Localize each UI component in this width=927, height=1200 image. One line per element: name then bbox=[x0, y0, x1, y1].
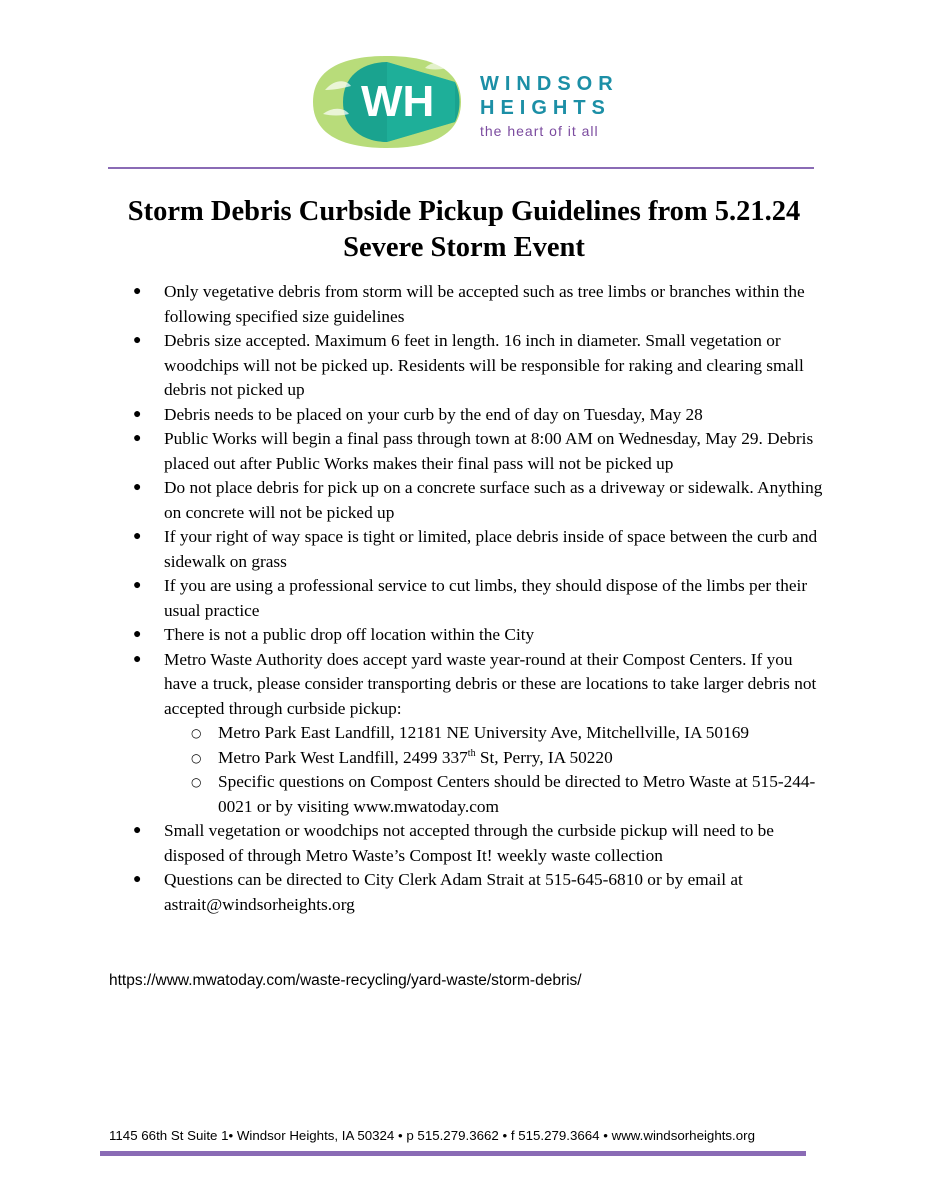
bullet-icon: ● bbox=[133, 406, 142, 422]
sub-list-item: ○ Specific questions on Compost Centers should be directed to Metro Waste at 515-244-0021 or by visiting www.mwatoday.com bbox=[191, 772, 816, 816]
bullet-icon: ● bbox=[133, 431, 142, 446]
bullet-icon: ● bbox=[133, 627, 142, 642]
list-item: ● Public Works will begin a final pass through town at 8:00 AM on Wednesday, May 29. Debris placed out after Public Works makes their final pass will not be picked up bbox=[133, 429, 814, 473]
bullet-icon: ● bbox=[133, 529, 142, 544]
logo-heights-text: HEIGHTS bbox=[480, 97, 611, 119]
bullet-icon: ● bbox=[133, 823, 142, 838]
footer-divider bbox=[100, 1151, 806, 1156]
list-item: ● If your right of way space is tight or limited, place debris inside of space between the curb and sidewalk on grass bbox=[133, 527, 818, 571]
bullet-icon: ● bbox=[133, 578, 142, 593]
guidelines-list bbox=[0, 280, 927, 917]
list-item: ● Small vegetation or woodchips not accepted through the curbside pickup will need to be disposed of through Metro Waste’s Compost It! weekly waste collection bbox=[133, 821, 774, 865]
bullet-icon: ● bbox=[133, 333, 142, 348]
sub-list-item: ○ Metro Park West Landfill, 2499 337th St, Perry, IA 50220 bbox=[0, 746, 927, 771]
list-item: ● Debris needs to be placed on your curb by the end of day on Tuesday, May 28 bbox=[0, 403, 927, 428]
list-item: ● If you are using a professional service to cut limbs, they should dispose of the limbs per their usual practice bbox=[133, 576, 808, 620]
list-item: ● There is not a public drop off location within the City bbox=[0, 623, 927, 648]
bullet-icon: ● bbox=[133, 872, 142, 887]
logo-tagline: the heart of it all bbox=[480, 123, 599, 139]
circle-bullet-icon: ○ bbox=[191, 726, 202, 740]
list-item: ● Questions can be directed to City Clerk Adam Strait at 515-645-6810 or by email at astrait@windsorheights.org bbox=[133, 870, 743, 914]
list-item: ● Metro Waste Authority does accept yard waste year-round at their Compost Centers. If you have a truck, please consider transporting debris or these are locations to take larger debris not accepted through curbside pickup: bbox=[133, 649, 817, 718]
windsor-heights-logo bbox=[305, 50, 635, 155]
sub-list-item: ○ Metro Park East Landfill, 12181 NE University Ave, Mitchellville, IA 50169 bbox=[0, 721, 927, 746]
footer-address: 1145 66th St Suite 1• Windsor Heights, IA 50324 • p 515.279.3662 • f 515.279.3664 • www.windsorheights.org bbox=[109, 1128, 755, 1143]
bullet-icon: ● bbox=[133, 480, 142, 495]
reference-url-link[interactable]: https://www.mwatoday.com/waste-recycling/yard-waste/storm-debris/ bbox=[109, 972, 582, 989]
header-divider bbox=[108, 167, 814, 169]
logo-leaf-mark bbox=[305, 50, 470, 155]
circle-bullet-icon: ○ bbox=[191, 750, 202, 765]
logo-monogram: WH bbox=[361, 77, 435, 126]
bullet-icon: ● bbox=[133, 284, 142, 299]
list-item: ● Only vegetative debris from storm will be accepted such as tree limbs or branches within the following specified size guidelines bbox=[133, 282, 805, 326]
circle-bullet-icon: ○ bbox=[191, 775, 202, 789]
bullet-icon: ● bbox=[133, 651, 142, 667]
list-item: ● Do not place debris for pick up on a concrete surface such as a driveway or sidewalk. Anything on concrete will not be picked up bbox=[133, 478, 823, 522]
logo-windsor-text: WINDSOR bbox=[480, 73, 619, 95]
list-item: ● Debris size accepted. Maximum 6 feet in length. 16 inch in diameter. Small vegetation or woodchips will not be picked up. Residents will be responsible for raking and clearing small debris not picked up bbox=[133, 331, 804, 399]
page-title: Storm Debris Curbside Pickup Guidelines from 5.21.24 Severe Storm Event bbox=[127, 196, 801, 263]
